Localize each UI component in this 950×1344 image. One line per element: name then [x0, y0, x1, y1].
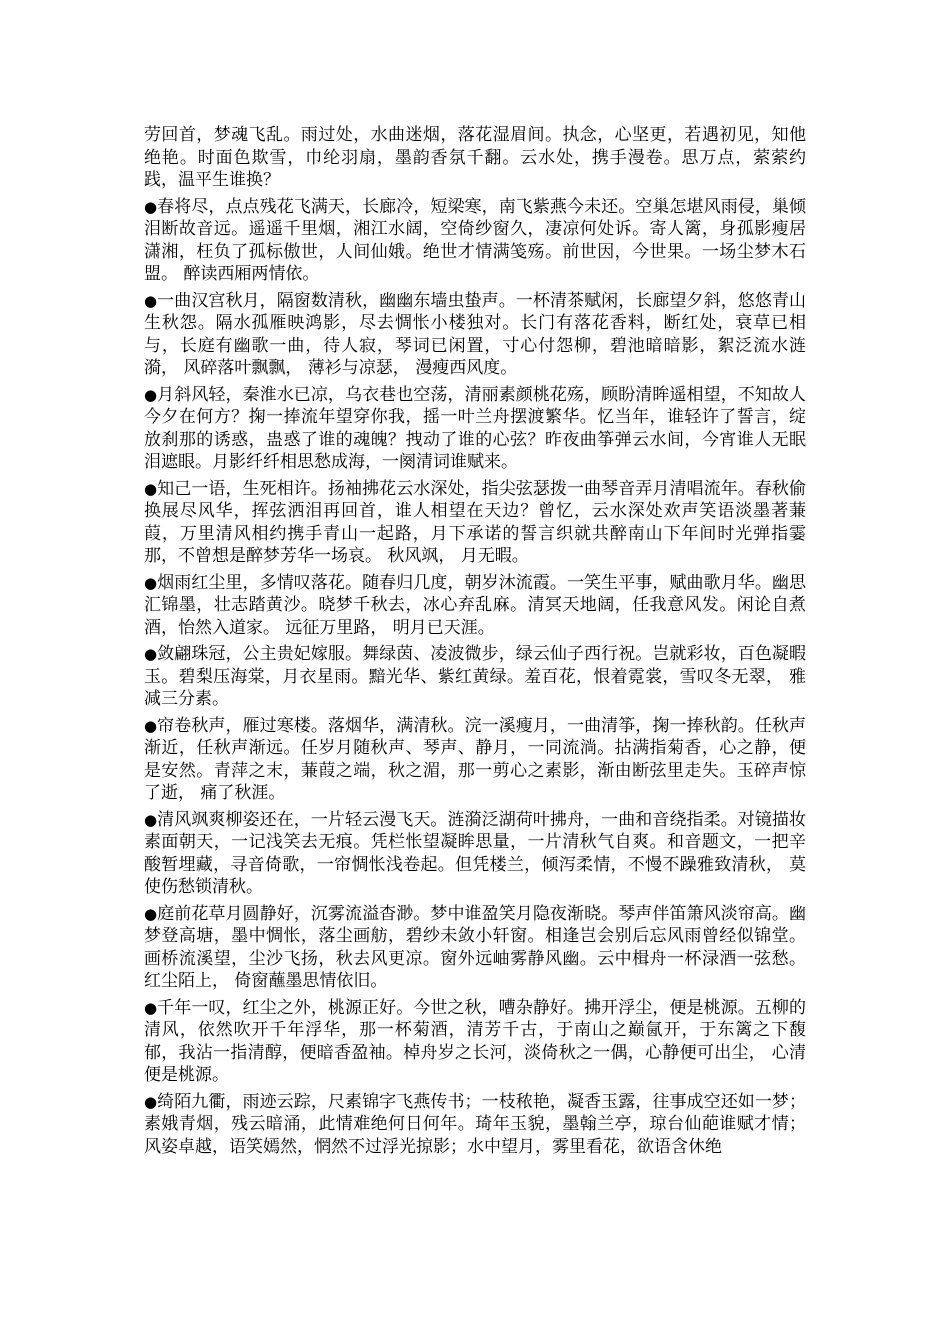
paragraph-text: 知己一语，生死相许。扬袖拂花云水深处，指尖弦瑟拨一曲琴音弄月清唱流年。春秋偷换展尽风华，挥弦洒泪再回首，谁人相望在天边？曾忆，云水深处欢声笑语淡墨著蒹葭，万里清风相约携手青山一起路，月下承诺的誓言织就共醉南山下年间时光弹指霎那，不曾想是醉梦芳华一场哀。 秋风飒， 月无暇。 — [144, 478, 806, 566]
paragraph — [144, 1091, 806, 1159]
paragraph — [144, 124, 806, 192]
paragraph-text: 一曲汉宫秋月，隔窗数清秋，幽幽东墙虫蛰声。一杯清茶赋闲，长廊望夕斜，悠悠青山生秋怨。隔水孤雁映鸿影，尽去惆怅小楼独对。长门有落花香料，断红处，衰草已相与，长庭有幽歌一曲，待人寂，琴词已闲置，寸心付怨柳，碧池暗暗影，絮泛流水涟漪， 风碎落叶飘飘， 薄衫与凉瑟， 漫瘦西风度。 — [144, 290, 806, 378]
bullet-icon: ● — [144, 645, 158, 663]
paragraph — [144, 903, 806, 993]
paragraph — [144, 809, 806, 899]
paragraph-text: 绮陌九衢，雨迹云踪，尺素锦字飞燕传书；一枝秾艳，凝香玉露，往事成空还如一梦；素娥青烟，残云暗涌，此情难绝何日何年。琦年玉貌，墨翰兰亭，琼台仙葩谁赋才情；风姿卓越，语笑嫣然，惘然不过浮光掠影；水中望月，雾里看花，欲语含休绝 — [144, 1091, 806, 1157]
paragraph-text: 清风飒爽柳姿还在，一片轻云漫飞天。涟漪泛湖荷叶拂舟，一曲和音绕指柔。对镜描妆素面朝天，一记浅笑去无痕。凭栏怅望凝眸思量，一片清秋气自爽。和音题文，一把辛酸暂埋藏，寻音倚歌，一帘惆怅浅卷起。但凭楼兰，倾泻柔情，不慢不躁雅致清秋， 莫使伤愁锁清秋。 — [144, 809, 806, 897]
bullet-icon: ● — [144, 385, 158, 404]
paragraph — [144, 290, 806, 380]
paragraph-text: 劳回首，梦魂飞乱。雨过处，水曲迷烟，落花湿眉间。执念，心坚更，若遇初见，知他绝艳。时面色欺雪，巾纶羽扇，墨韵香氛千翻。云水处，携手漫卷。思万点，萦萦约践，温平生谁换？ — [144, 125, 806, 190]
bullet-icon: ● — [144, 904, 158, 923]
bullet-icon: ● — [144, 716, 158, 735]
document-body — [144, 124, 806, 1162]
paragraph-text: 庭前花草月圆静好，沉雾流溢杳渺。梦中谁盈笑月隐夜渐晓。琴声伴笛箫风淡帘高。幽梦登高塘，墨中惆怅，落尘画舫，碧纱未敛小轩窗。相逢岂会别后忘风雨曾经似锦堂。画桥流溪望，尘沙飞扬，秋去风更凉。窗外远岫雾静风幽。云中楫舟一杯渌酒一弦愁。 红尘陌上， 倚窗蘸墨思情依旧。 — [144, 903, 806, 991]
paragraph — [144, 643, 806, 711]
paragraph-text: 帘卷秋声，雁过寒楼。落烟华，满清秋。浣一溪瘦月，一曲清筝，掬一捧秋韵。任秋声渐近，任秋声渐远。任岁月随秋声、琴声、静月，一同流淌。拈满指菊香，心之静，便是安然。青萍之末，蒹葭之端，秋之湄，那一剪心之素影，渐由断弦里走失。玉碎声惊了逝， 痛了秋涯。 — [144, 715, 806, 803]
paragraph-text: 烟雨红尘里，多情叹落花。随春归几度，朝岁沐流霞。一笑生平事，赋曲歌月华。幽思汇锦墨，壮志踏黄沙。晓梦千秋去，冰心弃乱麻。清冥天地阔，任我意风发。闲论自煮酒，怡然入道家。 远征万里路， 明月已天涯。 — [144, 572, 806, 638]
bullet-icon: ● — [144, 197, 158, 216]
paragraph-text: 春将尽，点点残花飞满天，长廊冷，短梁寒，南飞紫燕今未还。空巢怎堪风雨侵，巢倾泪断故音远。遥遥千里烟，湘江水阔，空倚纱窗久，凄凉何处诉。寄人篱，身孤影瘦居潇湘，枉负了孤标傲世，人间仙娥。绝世才情满笺殇。前世因，今世果。一场尘梦木石盟。 醉读西厢两情依。 — [144, 196, 806, 284]
bullet-icon: ● — [144, 810, 158, 829]
paragraph-text: 月斜风轻，秦淮水已凉，乌衣巷也空荡，清丽素颜桃花殇，顾盼清眸遥相望，不知故人今夕在何方？掬一捧流年望穿你我，摇一叶兰舟摆渡繁华。忆当年，谁轻许了誓言，绽放刹那的诱惑，蛊惑了谁的魂魄？拽动了谁的心弦？昨夜曲筝弹云水间，今宵谁人无眠泪遮眼。月影纤纤相思愁成海，一阕清词谁赋来。 — [144, 384, 806, 472]
bullet-icon: ● — [144, 998, 158, 1017]
paragraph-text: 敛翩珠冠，公主贵妃嫁服。舞绿茵、凌波微步，绿云仙子西行祝。岂就彩妆，百色凝暇玉。碧梨压海棠，月衣星雨。黯光华、紫红黄绿。羞百花，恨着霓裳，雪叹冬无翠， 雅减三分素。 — [144, 644, 806, 709]
paragraph — [144, 572, 806, 640]
paragraph — [144, 715, 806, 805]
paragraph — [144, 384, 806, 474]
bullet-icon: ● — [144, 1092, 158, 1111]
paragraph-text: 千年一叹，红尘之外，桃源正好。今世之秋，嘈杂静好。拂开浮尘，便是桃源。五柳的清风，依然吹开千年浮华，那一杯菊酒，清芳千古，于南山之巅氤开，于东篱之下馥郁，我沾一指清醇，便暗香盈袖。棹舟岁之长河，淡倚秋之一偶，心静便可出尘， 心清便是桃源。 — [144, 997, 806, 1085]
paragraph — [144, 997, 806, 1087]
bullet-icon: ● — [144, 479, 158, 498]
bullet-icon: ● — [144, 291, 158, 310]
paragraph — [144, 196, 806, 286]
paragraph — [144, 478, 806, 568]
bullet-icon: ● — [144, 573, 158, 592]
